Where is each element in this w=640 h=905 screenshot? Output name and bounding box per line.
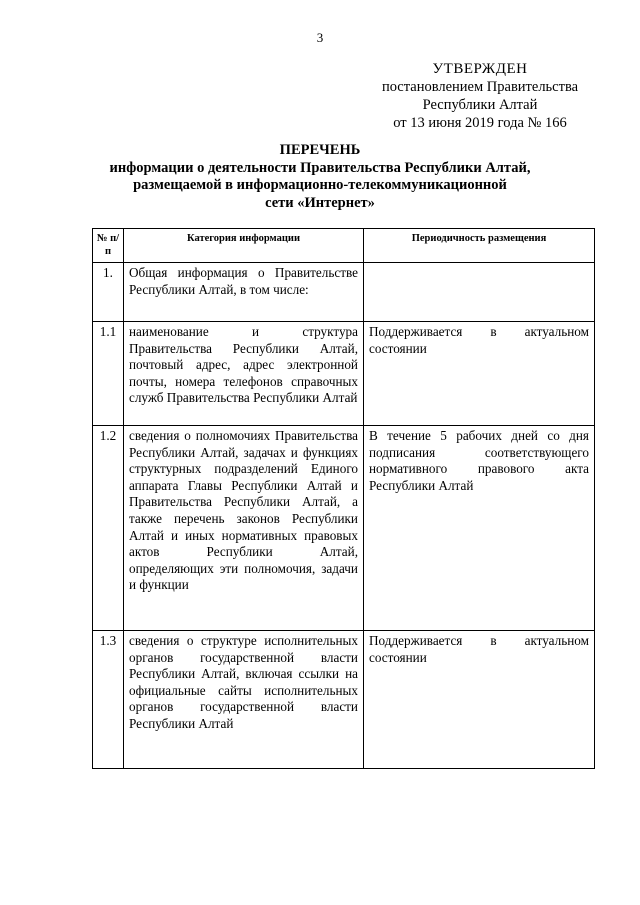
row-period: Поддерживается в актуальном состоянии <box>364 322 595 426</box>
page-number: 3 <box>316 30 324 45</box>
header-category: Категория информации <box>124 229 364 263</box>
table-row <box>93 631 595 769</box>
table-header-row <box>93 229 595 263</box>
table-row <box>93 426 595 631</box>
table-row <box>93 263 595 322</box>
row-number: 1.3 <box>93 631 124 769</box>
approval-line: постановлением Правительства <box>381 79 579 95</box>
approval-stamp <box>365 60 595 132</box>
row-period: В течение 5 рабочих дней со дня подписания соответствующего нормативного правового акта Республики Алтай <box>364 426 595 631</box>
row-category: наименование и структура Правительства Республики Алтай, почтовый адрес, адрес электронной почты, номера телефонов справочных служб Правительства Республики Алтай <box>124 322 364 426</box>
row-category: сведения о полномочиях Правительства Республики Алтай, задачах и функциях структурных подразделений Единого аппарата Главы Республики Алтай и Правительства Республики Алтай, а также перечень законов Республики Алтай и иных нормативных правовых актов Республики Алтай, определяющих эти полномочия, задачи и функции <box>124 426 364 631</box>
title-line: информации о деятельности Правительства Республики Алтай, <box>109 159 531 176</box>
row-category: Общая информация о Правительстве Республики Алтай, в том числе: <box>124 263 364 322</box>
row-category: сведения о структуре исполнительных органов государственной власти Республики Алтай, включая ссылки на официальные сайты исполнительных органов государственной власти Республики Алтай <box>124 631 364 769</box>
header-number: № п/п <box>93 229 124 263</box>
title-line: размещаемой в информационно-телекоммуникационной <box>133 177 507 193</box>
header-period: Периодичность размещения <box>364 229 595 263</box>
row-number: 1.2 <box>93 426 124 631</box>
table-row <box>93 322 595 426</box>
document-title <box>100 142 540 212</box>
title-heading: ПЕРЕЧЕНЬ <box>279 142 361 158</box>
approval-date: от 13 июня 2019 года № 166 <box>393 115 567 131</box>
row-number: 1. <box>93 263 124 322</box>
row-number: 1.1 <box>93 322 124 426</box>
information-table <box>92 228 595 769</box>
approval-line: Республики Алтай <box>422 97 538 113</box>
row-period: Поддерживается в актуальном состоянии <box>364 631 595 769</box>
approval-heading: УТВЕРЖДЕН <box>432 61 528 77</box>
title-line: сети «Интернет» <box>265 194 375 211</box>
row-period <box>364 263 595 322</box>
